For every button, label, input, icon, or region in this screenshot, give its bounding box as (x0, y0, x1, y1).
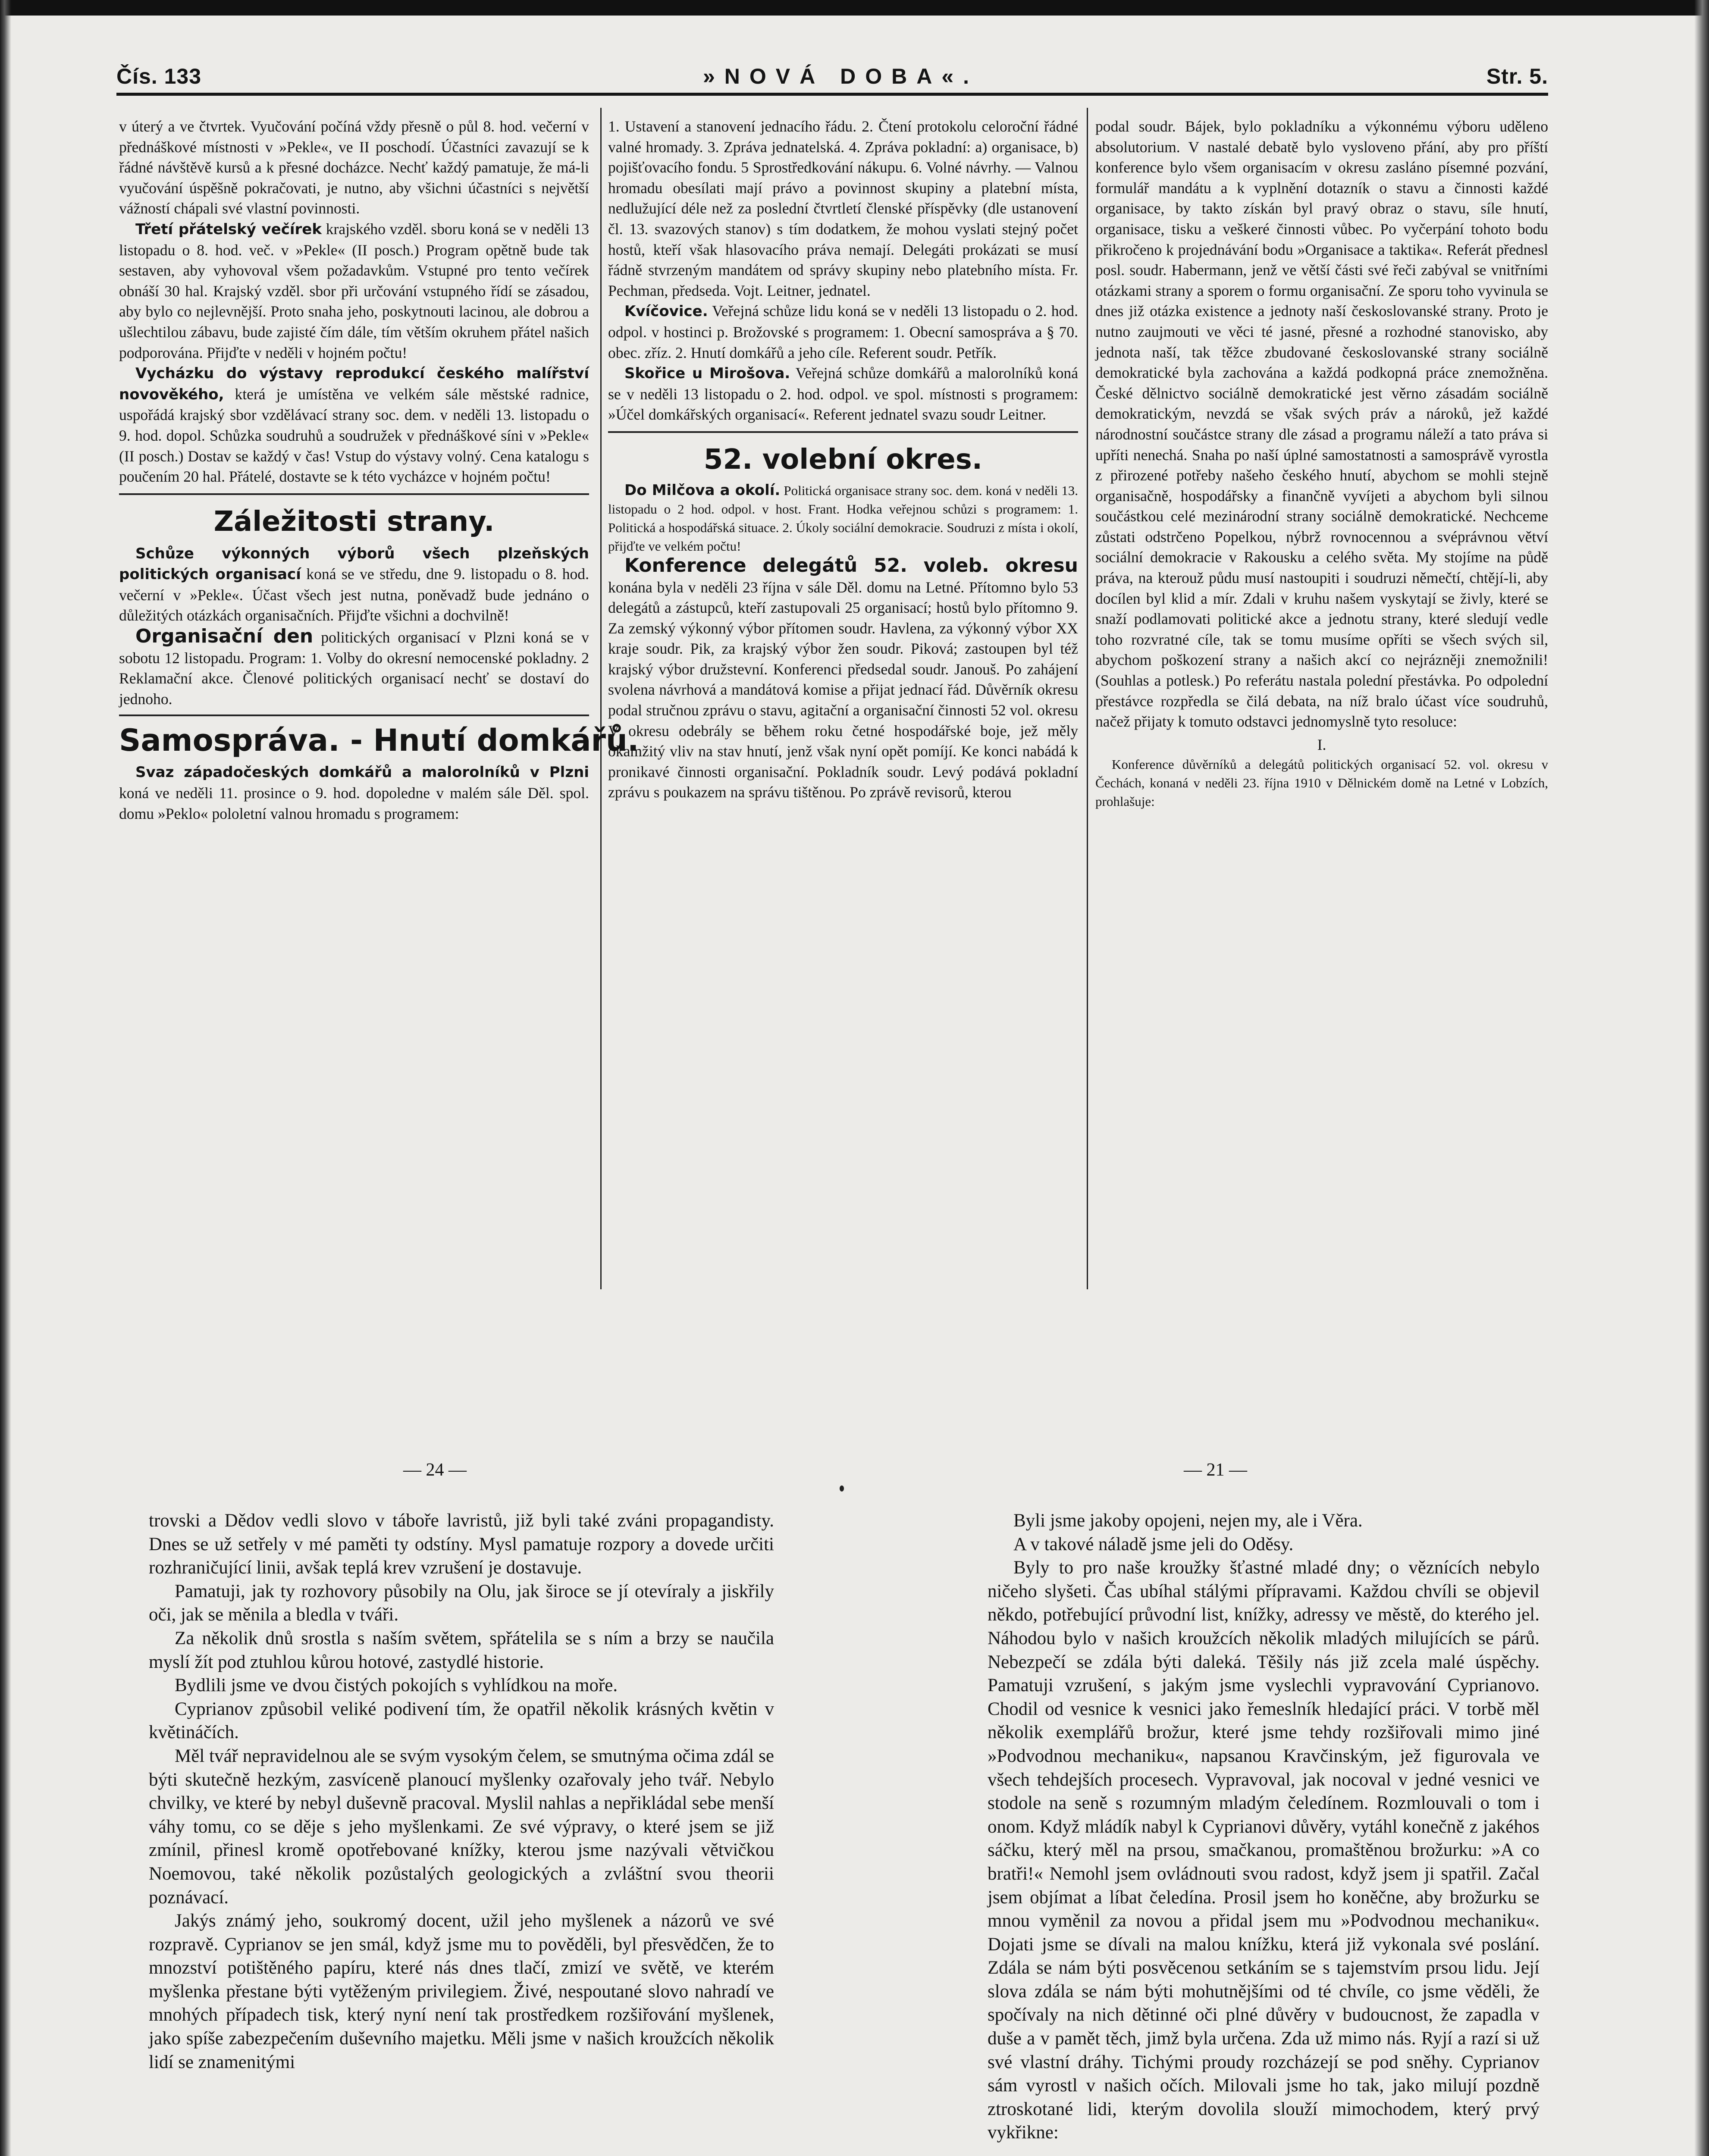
section-title: Záležitosti strany. (213, 505, 495, 538)
article-excursion (119, 363, 589, 487)
paragraph: Cyprianov způsobil veliké podivení tím, že opatřil několik krásných květin v květináčích. (149, 1698, 774, 1743)
resolution-text: Konference důvěrníků a delegátů politických organisací 52. vol. okresu v Čechách, konaná v neděli 23. října 1910 v Dělnickém domě na Letné v Lobzích, prohlašuje: (1095, 757, 1548, 809)
article-conference (608, 555, 1078, 803)
paragraph: Jakýs známý jeho, soukromý docent, užil jeho myšlenek a názorů ve své rozpravě. Cyprianov se jen smál, když jsme mu to pověděli, byl přesvědčen, že to mnozství potištěného papíru, které nás dnes tlačí, zmizí ve světě, ve kterém myšlenka přestane býti vytěženým privilegiem. Živé, nespoutané slovo nahradí ve mnohých případech tisk, který nyní není tak prostředkem rozšiřování myšlenek, jako spíše zabezpečením duševního majetku. Měli jsme v našich kroužcích několik lidí se znamenitými (149, 1911, 774, 2072)
scan-right-edge (1694, 0, 1709, 2156)
section-title: 52. volební okres. (703, 443, 983, 476)
supplement-right-page (988, 1509, 1540, 2145)
article-heading: Kvíčovice. (624, 303, 708, 320)
scan-left-edge (0, 0, 11, 2156)
section-rule (119, 493, 589, 495)
column-divider (600, 108, 602, 1289)
section-rule (119, 714, 589, 716)
supplement-left-page (149, 1509, 774, 2074)
paragraph: A v takové náladě jsme jeli do Oděsy. (1013, 1534, 1294, 1554)
column-divider (1087, 108, 1088, 1289)
article-body: politických organisací v Plzni koná se v sobotu 12 listopadu. Program: 1. Volby do okresní nemocenské pokladny. 2 Reklamační akce. Členové politických organisací nechť se dostaví do jednoho. (119, 629, 589, 708)
article-heading: Svaz západočeských domkářů a malorolníků v Plzni (135, 764, 589, 781)
paragraph: trovski a Dědov vedli slovo v táboře lavristů, již byli také zváni propagandisty. Dnes se už setřely v mé paměti ty odstíny. Mysl pamatuje rozpory a dovede určiti rozhraničující linii, avšak teplá krev vzrušení je dostavuje. (149, 1510, 774, 1578)
page-header (116, 64, 1548, 94)
supplement-page-number-left: — 24 — (403, 1460, 467, 1480)
print-mark (840, 1485, 844, 1492)
article-heading: Třetí přátelský večírek (135, 220, 322, 238)
article-body: krajského vzděl. sboru koná se v neděli 13 listopadu o 8. hod. več. v »Pekle« (II posch.) Program opětně bude tak sestaven, aby vyhovoval všem požadavkům. Vstupné pro tento večírek obnáší 30 hal. Krajský vzděl. sbor při určování vstupného řídí se zásadou, aby bylo co nejlevnější. Proto snaha jeho, poskytnouti lacinou, ale dobrou a ušlechtilou zábavu, bude zajisté čím dále, tím větším okruhem přátel našich podporována. Přijďte v neděli v hojném počtu! (119, 220, 589, 361)
paragraph: Pamatuji, jak ty rozhovory působily na Olu, jak široce se jí otevíraly a jiskřily oči, jak se měnila a bledla v tváři. (149, 1581, 774, 1625)
page-number: Str. 5. (1486, 64, 1548, 88)
article-body: Veřejná schůze lidu koná se v neděli 13 listopadu o 2. hod. odpol. v hostinci p. Brožovské s programem: 1. Obecní samospráva a § 70. obec. zříz. 2. Hnutí domkářů a jeho cíle. Referent soudr. Petřík. (608, 302, 1078, 361)
article-org-day (119, 626, 589, 709)
supplement-page-number-right: — 21 — (1184, 1460, 1247, 1480)
article-body: koná ve neděli 11. prosince o 9. hod. dopoledne v malém sále Děl. spol. domu »Peklo« pololetní valnou hromadu s programem: (119, 784, 589, 822)
article-skorice (608, 363, 1078, 425)
column-1 (119, 116, 639, 824)
paragraph: Měl tvář nepravidelnou ale se svým vysokým čelem, se smutnýma očima zdál se býti skutečně hezkým, zasvíceně planoucí myšlenky ozařovaly jeho tvář. Nebylo chvilky, ve které by nebyl duševně pracoval. Myslil nahlas a nepřikládal sebe menší váhy tomu, co se děje s jeho myšlenkami. Ze své výpravy, o které jsem se již zmínil, přinesl kromě opotřebované knížky, kterou jsme nazývali větvičkou Noemovou, také několik pozůstalých geologických a zvláštní svou theorii poznávací. (149, 1745, 774, 1908)
article-body: která je umístěna ve velkém sále městské radnice, uspořádá krajský sbor vzdělávací strany soc. dem. v neděli 13. listopadu o 9. hod. dopol. Schůzka soudruhů a soudružek v přednáškové síni v »Pekle« (II posch.) Dostav se každý v čas! Vstup do výstavy volný. Cena katalogu s poučením 20 hal. Přátelé, dostavte se k této vycházce v hojném počtu! (119, 385, 589, 486)
article-heading: Skořice u Mirošova. (624, 365, 790, 382)
column-3 (1095, 116, 1548, 811)
newspaper-title: »NOVÁ DOBA«. (703, 64, 979, 88)
article-body: Politická organisace strany soc. dem. koná v neděli 13. listopadu o 2 hod. odpol. v host. Frant. Hodka veřejnou schůzi s programem: 1. Politická a hospodářská situace. 2. Úkoly sociální demokracie. Soudruzi z místa i okolí, přijďte ve velkém počtu! (608, 483, 1079, 554)
article-meeting (119, 543, 589, 626)
article-body: Veřejná schůze domkářů a malorolníků koná se v neděli 13 listopadu o 2. hod. odpol. ve spol. místnosti s programem: »Účel domkářských organisací«. Referent jednatel svazu soudr Leitner. (608, 364, 1078, 423)
resolution-number: I. (1317, 736, 1326, 753)
section-title: Samospráva. - Hnutí domkářů. (119, 723, 639, 758)
article-heading: Vycházku do výstavy reprodukcí českého malířství novověkého, (119, 365, 589, 403)
header-rule (116, 93, 1548, 96)
column-2 (608, 116, 1078, 803)
issue-number: Čís. 133 (116, 64, 202, 88)
article-program: 1. Ustavení a stanovení jednacího řádu. 2. Čtení protokolu celoroční řádné valné hromady. 3. Zpráva jednatelská. 4. Zpráva pokladní: a) organisace, b) pojišťovacího fondu. 5 Sprostředkování nákupu. 6. Volné návrhy. — Valnou hromadu obesílati mají právo a povinnost skupiny a platební místa, nedlužující déle než za poslední čtvrtletí členské příspěvky (dle ustanovení čl. 13. svazových stanov) s tím dodatkem, že mohou vyslati stejný počet hostů, kteří však hlasovacího práva nemají. Delegáti prokázati se musí řádně stvrzeným mandátem od správy skupiny nebo platebního místa. Fr. Pechman, předseda. Vojt. Leitner, jednatel. (608, 118, 1078, 299)
paragraph: Bydlili jsme ve dvou čistých pokojích s vyhlídkou na moře. (175, 1675, 618, 1696)
article-body: koná se ve středu, dne 9. listopadu o 8. hod. večerní v »Pekle«. Účast všech jest nutna, poněvadž bude jednáno o důležitých otázkách organisačních. Přijďte všichni a dochvilně! (119, 565, 589, 624)
paragraph: Za několik dnů srostla s naším světem, spřátelila se s ním a brzy se naučila myslí žít pod ztuhlou kůrou hotové, zastydlé historie. (149, 1628, 774, 1672)
article-course: v úterý a ve čtvrtek. Vyučování počíná vždy přesně o půl 8. hod. večerní v přednáškové místnosti v »Pekle«, ve II poschodí. Účastníci zavazují se k řádné návštěvě kursů a k přesné docházce. Nechť každý pamatuje, že má-li vyučování úspěšně pokračovati, je nutno, aby všichni účastníci s největší vážností chápali své vlastní povinnosti. (119, 118, 589, 217)
paragraph: Byly to pro naše kroužky šťastné mladé dny; o věznících nebylo ničeho slyšeti. Čas ubíhal stálými přípravami. Každou chvíli se objevil někdo, potřebující průvodní list, knížky, adressy ve městě, do kterého jel. Náhodou bylo v našich kroužcích několik mladých milujících se párů. Nebezpečí se zdála býti daleká. Těšily nás již zcela malé úspěchy. Pamatuji vzrušení, s jakým jsme vyslechli vypravování Cyprianovo. Chodil od vesnice k vesnici jako řemeslník hledající práci. V torbě měl několik exemplářů brožur, které jsme tehdy rozšiřovali mimo jiné »Podvodnou mechaniku«, napsanou Kravčinským, jež figurovala ve všech tehdejších procesech. Vypravoval, jak nocoval v jedné vesnici ve stodole na seně s rozumným mladým čeledínem. Rozmlouvali o tom i onom. Když mládík nabyl k Cyprianovi důvěry, vytáhl konečně z jakéhos sáčku, který měl na prsou, smačkanou, promaštěnou brožurku: »A co bratři!« Nemohl jsem ovládnouti svou radost, když jsem ji spatřil. Začal jsem objímat a líbat čeledína. Prosil jsem ho koněčne, aby brožurku se mnou vyměnil za novou a přidal jsem mu »Podvodnou mechaniku«. Dojati jsme se dívali na malou knížku, která již vykonala své poslání. Zdála se nám býti posvěcenou setkáním se s tajemstvím prsou lidu. Její slova zdála se nám býti mohutnějšími od té chvíle, co jsme věděli, že spočívaly na nich dětinné oči plné důvěry v budoucnost, že zapadla v duše a v pamět těch, jimž byla určena. Zda už mimo nás. Ryjí a razí si už své vlastní dráhy. Tichými proudy rozcházejí se pod sněhy. Cyprianov sám vyrostl v našich očích. Milovali jsme ho tak, jako milují pozdně ztroskotané lidi, kterým dovolila slouží mimochodem, který prvý vykřikne: (988, 1557, 1540, 2143)
article-heading: Do Milčova a okolí. (624, 481, 781, 499)
article-heading: Konference delegátů 52. voleb. okresu (624, 554, 1078, 577)
article-heading: Organisační den (135, 625, 314, 648)
article-conference-cont: podal soudr. Bájek, bylo pokladníku a výkonnému výboru uděleno absolutorium. V nastalé debatě bylo vysloveno přání, aby pro příští konference bylo všem organisacím v okresu zasláno písemné pozvání, formulář mandátu a k vyplnění dotazník o stavu a činnosti každé organisace, by takto získán byl pravý obraz o stavu, síle hnutí, organisace, tisku a veškeré činnosti vůbec. Po vyčerpání tohoto bodu přikročeno k projednávání bodu »Organisace a taktika«. Referát přednesl posl. soudr. Habermann, jenž ve větší části své řeči zabýval se vnitřními otázkami strany a sporem o formu organisační. Ze sporu toho vyvinula se dnes již otázka existence a jednoty naší českoslovanské strany. Proto je nutno zaujmouti ve věci té jasné, přesné a rozhodné stanovisko, aby jednota naší, tak těžce zbudované českoslovanské strany sociálně demokratické byla zachována a každá podkopná práce znemožněna. České dělnictvo sociálně demokratické jest věrno zásadám sociálně demokratickým, nevzdá se však svých práv a nároků, jež každé národnostní součástce strany dle zásad a programu náleží a tato práva si upříti nenechá. Snaha po naší úplné samostatnosti a samosprávě vyrostla z přirozené potřeby našeho českého hnutí, abychom se mohli stejně organisačně, hospodářsky a finančně vyvíjeti a abychom byli silnou součástkou celé mezinárodní strany sociálně demokratické. Nechceme zůstati odstrčeno Popelkou, nýbrž rovnocennou a svéprávnou větví sociální demokracie v Rakousku a celého světa. My stojíme na půdě práva, na kterouž půdu musí nastoupiti i soudruzi němečtí, chtějí-li, aby docílen byl klid a mír. Zdali v kruhu našem vyskytají se živly, které se snaží podlamovati politické akce a jednotu strany, které sledují vedle toho rozvratné cíle, tak se tomu musíme opříti se všech svých sil, abychom poškození strany a našich akcí co nejrázněji znemožnili! (Souhlas a potlesk.) Po referátu nastala polední přestávka. Po odpolední přestávce rozpředla se čilá debata, na níž bralo účast více soudruhů, načež přijaty k tomuto odstavci jednomyslně tyto resoluce: (1095, 118, 1548, 730)
article-body: konána byla v neděli 23 října v sále Děl. domu na Letné. Přítomno bylo 53 delegátů a zástupců, kteří zastupovali 25 organisací; hostů bylo přítomno 9. Za zemský výkonný výbor přítomen soudr. Havlena, za výkonný výbor XX kraje soudr. Pik, za krajský výbor žen soudr. Piková; zastoupen byl též krajský výbor družstevní. Konferenci předsedal soudr. Janouš. Po zahájení svolena návrhová a mandátová komise a přijat jednací řád. Důvěrník okresu podal stručnou zprávu o stavu, agitační a organisační činnosti 52 vol. okresu V okresu odebrály se během roku četné hospodářské boje, jež měly okamžitý vliv na stav hnutí, jenž však nyní opět pomíjí. Ke konci nabádá k pronikavé činnosti organisační. Pokladník soudr. Levý podává pokladní zprávu s poukazem na správu tištěnou. Po zprávě revisorů, kterou (608, 578, 1078, 801)
paragraph: Byli jsme jakoby opojeni, nejen my, ale i Věra. (1013, 1510, 1363, 1531)
article-kvicovice (608, 301, 1078, 363)
section-rule (608, 431, 1078, 433)
article-milcov (608, 481, 1078, 555)
scan-top-border (0, 0, 1709, 16)
article-union (119, 762, 589, 824)
article-heading: Schůze výkonných výborů všech plzeňských politických organisací (119, 545, 589, 583)
article-evening (119, 219, 589, 363)
